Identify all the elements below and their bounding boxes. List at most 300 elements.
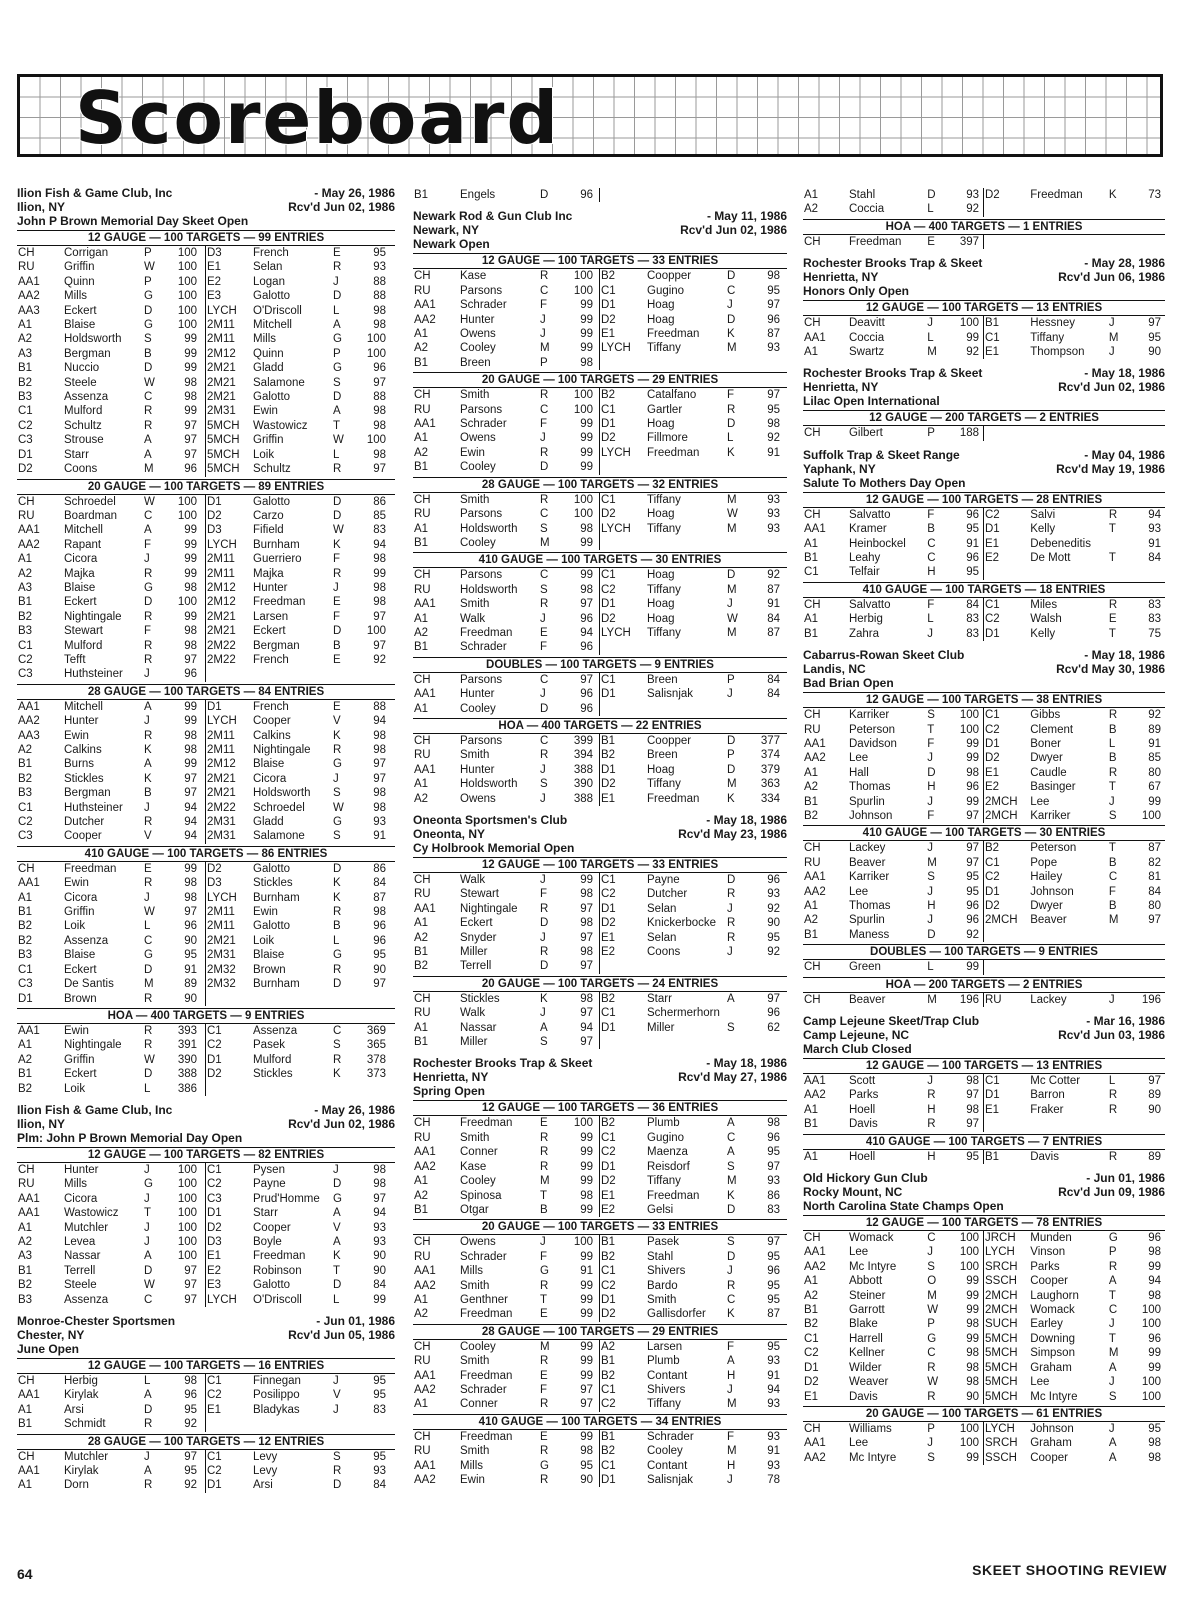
shooter-initial: R (727, 931, 736, 944)
shooter-name: Coons (64, 463, 98, 476)
score: 89 (1148, 1150, 1162, 1163)
result-row (984, 870, 1165, 884)
shooter-name: Breen (647, 749, 678, 762)
result-row (803, 1361, 983, 1375)
score: 99 (580, 1308, 593, 1321)
shooter-name: Davis (1030, 1150, 1059, 1163)
score: 100 (1141, 809, 1162, 822)
shooter-name: Nassar (460, 1021, 497, 1034)
shooter-name: Herbig (64, 1375, 98, 1387)
result-row (600, 403, 787, 417)
result-row (600, 916, 787, 930)
result-row (413, 777, 599, 791)
shooter-name: Graham (1030, 1437, 1072, 1450)
shooter-initial: M (927, 856, 937, 869)
score: 91 (1148, 737, 1162, 750)
score: 84 (373, 877, 386, 890)
results-right (206, 862, 395, 1006)
result-row (803, 551, 983, 565)
shooter-name: Debeneditis (1030, 537, 1091, 550)
score: 83 (1148, 613, 1162, 626)
shooter-initial: F (927, 737, 935, 750)
result-row (17, 653, 205, 667)
class-label: CH (414, 1340, 431, 1353)
result-row (17, 1264, 205, 1278)
results-table (17, 700, 395, 844)
class-label: AA2 (804, 1451, 826, 1464)
result-row (206, 1450, 395, 1464)
result-row (17, 829, 205, 843)
results-right (206, 1450, 395, 1493)
shooter-name: Beaver (848, 993, 886, 1006)
shooter-name: French (253, 247, 289, 259)
score: 62 (767, 1021, 780, 1034)
class-label: AA1 (414, 1369, 436, 1382)
class-label: A1 (18, 891, 33, 904)
class-label: B2 (804, 1318, 819, 1331)
shooter-name: Hoag (647, 569, 675, 582)
result-row (17, 538, 205, 552)
result-row (206, 448, 395, 462)
shooter-name: O'Driscoll (253, 304, 302, 317)
club-name: Oneonta Sportsmen's Club (413, 813, 568, 827)
club-header (803, 1014, 1165, 1056)
club-block (803, 1171, 1165, 1465)
class-label: E2 (601, 946, 616, 959)
event-date: - May 26, 1986 (314, 1102, 395, 1117)
results-left (413, 188, 600, 202)
results-right (984, 1150, 1165, 1164)
location-line (17, 1328, 395, 1342)
shooter-name: Holdsworth (460, 583, 518, 596)
results-table (413, 1340, 787, 1412)
class-label: 2M11 (207, 319, 235, 332)
result-row (413, 493, 599, 507)
score: 373 (366, 1068, 386, 1081)
results-table (413, 388, 787, 474)
shooter-name: Miller (647, 1021, 675, 1034)
class-label: AA1 (18, 1207, 40, 1220)
location-line (413, 1070, 787, 1084)
shooter-initial: O (927, 1275, 937, 1288)
class-label: B2 (414, 960, 429, 973)
shooter-initial: E (927, 235, 935, 248)
results-left (17, 1163, 206, 1307)
shooter-name: Johnson (1030, 1422, 1074, 1435)
shooter-name: Carzo (253, 509, 284, 522)
result-section (17, 1434, 395, 1493)
class-label: B1 (18, 1068, 33, 1081)
class-label: D2 (985, 189, 1000, 201)
score: 82 (1148, 856, 1162, 869)
shooter-initial: J (1108, 317, 1115, 330)
class-label: RU (414, 888, 431, 901)
score: 84 (1148, 885, 1162, 898)
result-row (600, 431, 787, 445)
result-row (600, 341, 787, 355)
location-line (803, 1028, 1165, 1042)
shooter-initial: J (540, 612, 546, 625)
shooter-name: Starr (647, 992, 672, 1005)
score: 94 (373, 715, 386, 728)
results-table (803, 188, 1165, 217)
class-label: C1 (207, 1163, 222, 1176)
result-row (984, 885, 1165, 899)
shooter-name: O'Driscoll (253, 1293, 302, 1306)
shooter-initial: C (333, 1024, 342, 1037)
club-location: Henrietta, NY (803, 380, 879, 395)
shooter-name: Maness (848, 928, 890, 941)
shooter-initial: M (540, 342, 550, 355)
score: 99 (580, 569, 593, 582)
result-row (600, 493, 787, 507)
shooter-name: Owens (460, 792, 496, 805)
shooter-initial: L (1108, 1075, 1116, 1087)
shooter-initial: E (333, 700, 341, 713)
score: 94 (580, 626, 593, 639)
shooter-initial: B (1108, 723, 1117, 736)
shooter-initial: J (927, 1246, 933, 1259)
score: 90 (373, 963, 386, 976)
results-right (600, 1116, 787, 1217)
score: 95 (1148, 1422, 1162, 1435)
class-label: B1 (804, 795, 819, 808)
score: 97 (184, 448, 197, 461)
shooter-name: Leahy (848, 552, 881, 565)
club-location: Henrietta, NY (803, 270, 879, 285)
shooter-initial: S (144, 333, 152, 346)
class-label: B1 (601, 1236, 616, 1249)
shooter-name: Conner (460, 1398, 498, 1411)
result-row (803, 522, 983, 536)
shooter-initial: A (1108, 1361, 1117, 1374)
shooter-name: Bladykas (253, 1403, 300, 1416)
result-row (803, 537, 983, 551)
class-label: C1 (601, 673, 616, 686)
result-row (984, 913, 1165, 927)
result-row (206, 495, 395, 509)
shooter-name: Schrader (460, 1250, 507, 1263)
shooter-name: Hunter (253, 581, 288, 594)
shooter-name: Miller (460, 946, 488, 959)
score: 99 (580, 1203, 593, 1216)
shooter-initial: C (540, 569, 549, 582)
shooter-name: Laughorn (1030, 1289, 1079, 1302)
shooter-initial: C (927, 537, 936, 550)
shooter-name: Lackey (848, 842, 886, 855)
section-header: DOUBLES — 100 TARGETS — 9 ENTRIES (413, 657, 787, 673)
shooter-name: Freedman (647, 792, 700, 805)
results-right (984, 188, 1165, 217)
class-label: CH (804, 709, 821, 722)
result-row (413, 959, 599, 973)
club-block (803, 188, 1165, 249)
result-row (206, 419, 395, 433)
shooter-name: Cooley (460, 461, 496, 474)
shooter-initial: R (333, 744, 342, 756)
result-row (413, 1459, 599, 1473)
shooter-name: Gartler (647, 403, 683, 416)
shooter-name: Spurlin (848, 795, 885, 808)
result-row (984, 723, 1165, 737)
shooter-name: Schrader (460, 1383, 507, 1396)
class-label: A1 (414, 432, 429, 445)
score: 92 (966, 203, 979, 216)
shooter-name: Starr (253, 1207, 278, 1220)
club-header (17, 186, 395, 228)
score: 97 (1148, 1075, 1162, 1087)
result-row (206, 1221, 395, 1235)
shooter-name: Hoell (848, 1103, 876, 1116)
event-date: - May 04, 1986 (1084, 447, 1165, 462)
score: 99 (580, 1340, 593, 1353)
result-row (206, 624, 395, 638)
score: 97 (184, 1279, 197, 1292)
shooter-name: Wilder (848, 1361, 882, 1374)
class-label: D1 (601, 688, 616, 701)
result-row (984, 1245, 1165, 1259)
result-row (984, 1150, 1165, 1164)
shooter-initial: S (540, 583, 548, 596)
shooter-initial: B (144, 347, 152, 360)
result-row (206, 538, 395, 552)
class-label: A1 (414, 612, 429, 625)
score: 98 (184, 877, 197, 890)
result-row (206, 1192, 395, 1206)
score: 100 (177, 304, 197, 317)
class-label: A2 (414, 931, 429, 944)
location-line (803, 462, 1165, 476)
result-row (803, 870, 983, 884)
result-row (206, 1038, 395, 1052)
score: 100 (573, 508, 593, 521)
score: 96 (966, 508, 979, 521)
result-row (17, 1388, 205, 1402)
result-section (803, 492, 1165, 580)
result-row (803, 708, 983, 722)
result-row (984, 1361, 1165, 1375)
result-row (17, 361, 205, 375)
received-date: Rcv'd Jun 02, 1986 (288, 200, 395, 214)
result-row (17, 700, 205, 714)
results-table (803, 1422, 1165, 1465)
shooter-name: French (253, 653, 289, 666)
club-location: Rocky Mount, NC (803, 1185, 903, 1200)
class-label: A1 (804, 1275, 819, 1288)
shooter-initial: J (540, 763, 546, 776)
class-label: D1 (601, 1293, 616, 1306)
result-row (206, 963, 395, 977)
shooter-initial: S (927, 709, 935, 722)
score: 96 (767, 1007, 780, 1020)
score: 100 (177, 1235, 197, 1248)
section-header: 410 GAUGE — 100 TARGETS — 30 ENTRIES (413, 552, 787, 568)
event-date: - May 11, 1986 (706, 209, 787, 224)
score: 97 (184, 787, 197, 800)
shooter-name: Holdsworth (64, 333, 122, 346)
score: 91 (767, 1369, 780, 1382)
result-row (984, 537, 1165, 551)
section-header: HOA — 400 TARGETS — 22 ENTRIES (413, 718, 787, 734)
score: 99 (580, 299, 593, 312)
shooter-name: Steele (64, 376, 97, 389)
shooter-initial: R (333, 567, 342, 580)
score: 97 (184, 434, 197, 447)
result-row (413, 356, 599, 370)
shooter-initial: A (333, 1235, 341, 1248)
score: 99 (580, 1293, 593, 1306)
shooter-initial: J (927, 885, 933, 898)
shooter-initial: M (727, 493, 737, 506)
event-name: March Club Closed (803, 1042, 912, 1056)
class-label: AA1 (804, 737, 826, 750)
shooter-initial: J (540, 432, 546, 445)
shooter-name: Ewin (253, 906, 278, 919)
shooter-initial: J (144, 1163, 150, 1176)
result-row (600, 568, 787, 582)
shooter-name: Stickles (64, 772, 104, 785)
result-row (17, 246, 205, 260)
shooter-initial: J (1108, 993, 1115, 1006)
class-label: CH (414, 1430, 431, 1443)
shooter-initial: W (333, 801, 344, 814)
shooter-initial: R (144, 877, 153, 890)
result-row (600, 931, 787, 945)
club-location: Ilion, NY (17, 1116, 65, 1131)
class-label: CH (18, 1450, 35, 1463)
score: 97 (580, 960, 593, 973)
shooter-name: Salvi (1030, 508, 1056, 521)
result-section (413, 372, 787, 474)
class-label: AA2 (804, 885, 826, 898)
result-row (600, 1279, 787, 1293)
shooter-initial: J (727, 1265, 733, 1278)
shooter-name: Eckert (64, 596, 97, 609)
result-row (803, 1375, 983, 1389)
shooter-name: Pasek (647, 1236, 679, 1249)
score: 97 (184, 772, 197, 785)
section-header: 28 GAUGE — 100 TARGETS — 32 ENTRIES (413, 477, 787, 493)
result-row (600, 1189, 787, 1203)
result-row (600, 1235, 787, 1249)
result-row (413, 313, 599, 327)
shooter-initial: F (727, 1430, 735, 1443)
score: 93 (373, 261, 386, 274)
score: 86 (373, 495, 386, 508)
result-row (413, 597, 599, 611)
shooter-initial: T (1108, 552, 1116, 565)
shooter-initial: J (727, 598, 733, 611)
shooter-name: Coccia (848, 203, 885, 216)
shooter-name: Contant (647, 1459, 688, 1472)
score: 388 (573, 792, 593, 805)
results-table (803, 960, 1165, 974)
score: 99 (184, 538, 197, 551)
score: 97 (966, 842, 979, 855)
class-label: 2M12 (207, 581, 236, 594)
location-line (803, 1185, 1165, 1199)
result-section (803, 825, 1165, 942)
class-label: A1 (804, 899, 819, 912)
shooter-name: Mills (460, 1459, 483, 1472)
shooter-initial: J (333, 1375, 339, 1387)
score: 83 (1148, 598, 1162, 611)
results-right (600, 1430, 787, 1488)
received-date: Rcv'd May 23, 1986 (678, 827, 787, 841)
shooter-initial: J (144, 715, 150, 728)
shooter-initial: G (144, 319, 153, 332)
shooter-initial: A (727, 1146, 735, 1159)
shooter-name: Tiffany (647, 493, 681, 506)
club-block (413, 209, 787, 806)
results-table (803, 316, 1165, 359)
class-label: B1 (804, 552, 819, 565)
club-name: Old Hickory Gun Club (803, 1171, 928, 1186)
shooter-name: Smith (460, 598, 490, 611)
result-row (600, 1459, 787, 1473)
shooter-initial: A (1108, 1437, 1117, 1450)
result-row (413, 792, 599, 806)
shooter-name: Stickles (253, 877, 293, 890)
class-label: E1 (601, 931, 616, 944)
results-right (984, 508, 1165, 580)
class-label: C3 (18, 434, 33, 447)
shooter-name: Smith (460, 389, 490, 402)
shooter-name: Schroedel (253, 801, 305, 814)
result-row (17, 1464, 205, 1478)
result-row (206, 977, 395, 991)
class-label: AA2 (18, 290, 40, 303)
score: 95 (767, 284, 780, 297)
shooter-initial: G (333, 362, 342, 375)
shooter-initial: T (1108, 1332, 1116, 1345)
result-row (17, 1278, 205, 1292)
shooter-initial: F (927, 809, 935, 822)
shooter-initial: S (927, 871, 935, 884)
score: 100 (959, 1437, 979, 1450)
shooter-initial: W (927, 1304, 939, 1317)
shooter-name: Majka (64, 567, 95, 580)
shooter-initial: D (333, 625, 342, 638)
class-label: D1 (207, 1207, 222, 1220)
score: 99 (580, 874, 593, 886)
shooter-initial: A (144, 1250, 152, 1263)
shooter-name: Scott (848, 1075, 876, 1087)
class-label: D3 (207, 524, 222, 537)
shooter-name: Eckert (64, 304, 97, 317)
section-header: 12 GAUGE — 100 TARGETS — 28 ENTRIES (803, 492, 1165, 508)
score: 98 (767, 1117, 780, 1130)
shooter-name: Cicora (64, 891, 98, 904)
result-row (984, 522, 1165, 536)
shooter-initial: R (540, 1279, 549, 1292)
shooter-initial: H (727, 1459, 736, 1472)
shooter-initial: G (1108, 1232, 1118, 1245)
score: 91 (767, 598, 780, 611)
score: 96 (1148, 1332, 1162, 1345)
section-header: 12 GAUGE — 100 TARGETS — 16 ENTRIES (17, 1358, 395, 1374)
class-label: AA1 (18, 524, 40, 537)
shooter-initial: D (333, 862, 342, 875)
shooter-name: Arsi (253, 1479, 273, 1492)
shooter-initial: J (540, 1007, 546, 1020)
score: 84 (373, 1279, 386, 1292)
result-row (17, 1249, 205, 1263)
section-header: 20 GAUGE — 100 TARGETS — 24 ENTRIES (413, 976, 787, 992)
class-label: D2 (601, 508, 616, 521)
received-date: Rcv'd May 30, 1986 (1056, 662, 1165, 677)
results-left (803, 1231, 984, 1404)
